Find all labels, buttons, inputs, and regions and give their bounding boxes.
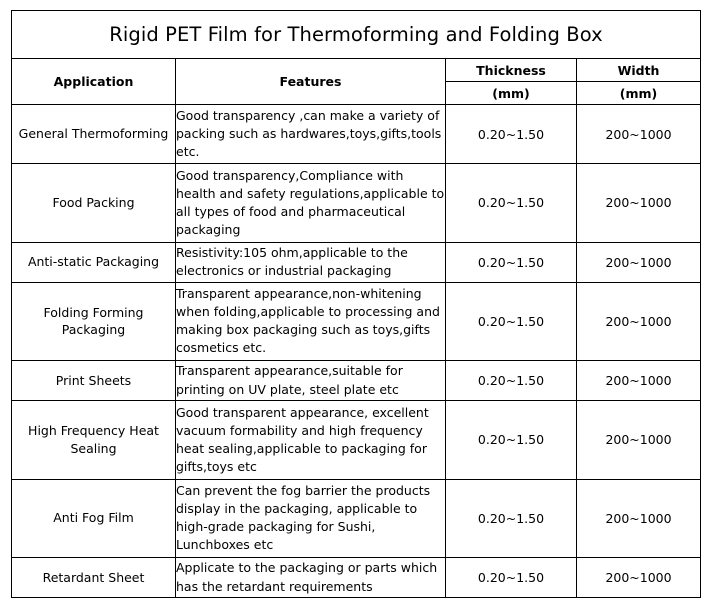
cell-thickness: 0.20~1.50 bbox=[446, 400, 577, 479]
column-header-width-unit: (mm) bbox=[577, 82, 701, 105]
cell-width: 200~1000 bbox=[577, 164, 701, 243]
cell-features: Transparent appearance,suitable for printing on UV plate, steel plate etc bbox=[176, 361, 446, 401]
table-row bbox=[12, 282, 701, 361]
cell-thickness: 0.20~1.50 bbox=[446, 479, 577, 558]
header-row-primary bbox=[12, 59, 701, 82]
cell-width: 200~1000 bbox=[577, 361, 701, 401]
cell-features: Good transparency,Compliance with health and safety regulations,applicable to all types of food and pharmaceutical packaging bbox=[176, 164, 446, 243]
cell-thickness: 0.20~1.50 bbox=[446, 282, 577, 361]
cell-thickness: 0.20~1.50 bbox=[446, 242, 577, 282]
cell-thickness: 0.20~1.50 bbox=[446, 558, 577, 598]
cell-width: 200~1000 bbox=[577, 282, 701, 361]
table-row bbox=[12, 164, 701, 243]
cell-features: Transparent appearance,non-whitening when folding,applicable to processing and making box packaging such as toys,gifts cosmetics etc. bbox=[176, 282, 446, 361]
cell-features: Applicate to the packaging or parts which has the retardant requirements bbox=[176, 558, 446, 598]
cell-application: Retardant Sheet bbox=[12, 558, 176, 598]
cell-features: Resistivity:105 ohm,applicable to the electronics or industrial packaging bbox=[176, 242, 446, 282]
cell-features: Good transparency ,can make a variety of packing such as hardwares,toys,gifts,tools etc. bbox=[176, 105, 446, 164]
product-specification-table bbox=[11, 10, 701, 598]
cell-width: 200~1000 bbox=[577, 479, 701, 558]
table-row bbox=[12, 105, 701, 164]
table-row bbox=[12, 558, 701, 598]
cell-width: 200~1000 bbox=[577, 105, 701, 164]
column-header-thickness-unit: (mm) bbox=[446, 82, 577, 105]
table-row bbox=[12, 400, 701, 479]
table-row bbox=[12, 242, 701, 282]
table-row bbox=[12, 479, 701, 558]
cell-application: Food Packing bbox=[12, 164, 176, 243]
cell-application: Folding Forming Packaging bbox=[12, 282, 176, 361]
cell-width: 200~1000 bbox=[577, 242, 701, 282]
column-header-thickness: Thickness bbox=[446, 59, 577, 82]
column-header-features: Features bbox=[176, 59, 446, 105]
cell-application: Print Sheets bbox=[12, 361, 176, 401]
page-title: Rigid PET Film for Thermoforming and Folding Box bbox=[12, 11, 701, 59]
cell-application: General Thermoforming bbox=[12, 105, 176, 164]
table-row bbox=[12, 361, 701, 401]
cell-width: 200~1000 bbox=[577, 558, 701, 598]
column-header-width: Width bbox=[577, 59, 701, 82]
title-row bbox=[12, 11, 701, 59]
cell-thickness: 0.20~1.50 bbox=[446, 164, 577, 243]
cell-features: Good transparent appearance, excellent vacuum formability and high frequency heat sealing,applicable to packaging for gifts,toys etc bbox=[176, 400, 446, 479]
column-header-application: Application bbox=[12, 59, 176, 105]
cell-application: Anti Fog Film bbox=[12, 479, 176, 558]
cell-application: High Frequency Heat Sealing bbox=[12, 400, 176, 479]
cell-thickness: 0.20~1.50 bbox=[446, 105, 577, 164]
cell-application: Anti-static Packaging bbox=[12, 242, 176, 282]
cell-features: Can prevent the fog barrier the products display in the packaging, applicable to high-grade packaging for Sushi, Lunchboxes etc bbox=[176, 479, 446, 558]
cell-width: 200~1000 bbox=[577, 400, 701, 479]
spec-table-container bbox=[11, 10, 700, 598]
cell-thickness: 0.20~1.50 bbox=[446, 361, 577, 401]
